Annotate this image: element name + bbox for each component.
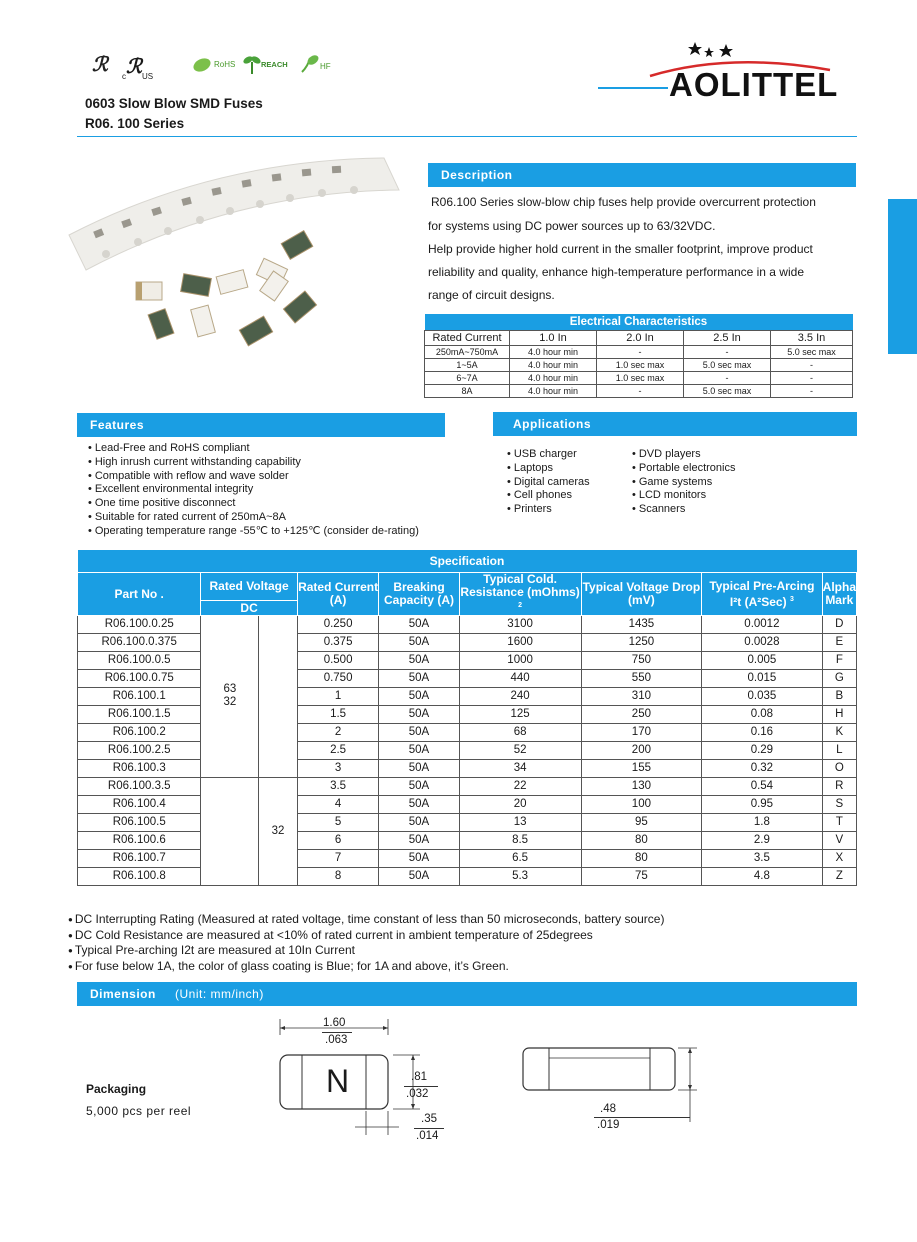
application-item: • DVD players <box>632 448 735 462</box>
application-item: • USB charger <box>507 448 590 462</box>
spec-header-dc: DC <box>201 601 297 616</box>
electrical-cell: - <box>684 372 771 385</box>
spec-cell: 4 <box>297 796 379 814</box>
table-row <box>78 832 857 850</box>
spec-cell: 5 <box>297 814 379 832</box>
packaging-label: Packaging <box>86 1082 147 1096</box>
spec-cell: 0.29 <box>702 742 823 760</box>
spec-cell: 440 <box>459 670 581 688</box>
width-in: .032 <box>406 1088 429 1100</box>
electrical-cell: 4.0 hour min <box>510 385 597 398</box>
spec-header-resistance-label: Typical Cold. Resistance (mOhms) <box>460 572 580 599</box>
part-number-cell: R06.100.8 <box>78 868 201 886</box>
spec-cell: 0.750 <box>297 670 379 688</box>
alpha-mark-cell: T <box>822 814 856 832</box>
terminal-fraction-line <box>414 1128 444 1129</box>
spec-cell: 95 <box>581 814 701 832</box>
spec-cell: 200 <box>581 742 701 760</box>
part-number-cell: R06.100.4 <box>78 796 201 814</box>
spec-cell: 1.5 <box>297 706 379 724</box>
spec-cell: 50A <box>379 832 459 850</box>
spec-cell: 6 <box>297 832 379 850</box>
spec-header-current: Rated Current (A) <box>297 573 379 616</box>
description-line-2: for systems using DC power sources up to 63/32VDC. <box>428 219 716 233</box>
description-line-4: reliability and quality, enhance high-temperature performance in a wide <box>428 265 804 279</box>
specification-caption: Specification <box>78 550 857 573</box>
spec-cell: 0.08 <box>702 706 823 724</box>
spec-cell: 20 <box>459 796 581 814</box>
spec-cell: 1435 <box>581 616 701 634</box>
application-item: • Laptops <box>507 462 590 476</box>
part-number-cell: R06.100.1 <box>78 688 201 706</box>
electrical-cell: 8A <box>425 385 510 398</box>
spec-header-resistance-sup: 2 <box>518 602 523 609</box>
spec-cell: 50A <box>379 688 459 706</box>
feature-item: • Operating temperature range -55℃ to +125℃ (consider de-rating) <box>88 525 419 539</box>
spec-cell: 3.5 <box>702 850 823 868</box>
electrical-header-cell: Rated Current <box>425 331 510 346</box>
voltage-cell: 32 <box>259 778 297 886</box>
electrical-header-row <box>425 331 853 346</box>
spec-cell: 0.16 <box>702 724 823 742</box>
electrical-cell: - <box>684 346 771 359</box>
alpha-mark-cell: B <box>822 688 856 706</box>
part-number-cell: R06.100.0.75 <box>78 670 201 688</box>
table-row <box>78 796 857 814</box>
note-2: ● DC Cold Resistance are measured at <10% of rated current in ambient temperature of 25degrees <box>68 928 664 944</box>
title-rule <box>77 136 857 137</box>
spec-cell: 0.500 <box>297 652 379 670</box>
product-photo <box>64 150 404 360</box>
alpha-mark-cell: F <box>822 652 856 670</box>
voltage-cell <box>201 616 259 778</box>
ul-logo: ℛ <box>92 54 108 76</box>
application-item: • Digital cameras <box>507 476 590 490</box>
spec-cell: 0.250 <box>297 616 379 634</box>
spec-cell: 100 <box>581 796 701 814</box>
feature-item: • Excellent environmental integrity <box>88 483 419 497</box>
spec-cell: 50A <box>379 778 459 796</box>
electrical-header-cell: 2.5 In <box>684 331 771 346</box>
part-number-cell: R06.100.3 <box>78 760 201 778</box>
spec-cell: 155 <box>581 760 701 778</box>
table-row <box>78 760 857 778</box>
spec-cell: 50A <box>379 652 459 670</box>
terminal-in: .014 <box>416 1130 439 1142</box>
part-number-cell: R06.100.0.375 <box>78 634 201 652</box>
length-mm: 1.60 <box>323 1017 346 1029</box>
cert-us: US <box>141 72 154 81</box>
electrical-cell: 5.0 sec max <box>684 385 771 398</box>
spec-header-drop: Typical Voltage Drop (mV) <box>581 573 701 616</box>
hf-leaf-icon <box>298 52 320 76</box>
alpha-mark-cell: L <box>822 742 856 760</box>
table-row <box>78 814 857 832</box>
spec-header-arcing-sup: 3 <box>789 595 794 603</box>
feature-item: • One time positive disconnect <box>88 497 419 511</box>
alpha-mark-cell: Z <box>822 868 856 886</box>
application-item: • Game systems <box>632 476 735 490</box>
alpha-mark-cell: R <box>822 778 856 796</box>
part-number-cell: R06.100.3.5 <box>78 778 201 796</box>
features-list <box>88 442 419 539</box>
spec-cell: 0.95 <box>702 796 823 814</box>
height-mm: .48 <box>600 1103 616 1115</box>
spec-cell: 3 <box>297 760 379 778</box>
spec-cell: 8 <box>297 868 379 886</box>
alpha-mark-cell: O <box>822 760 856 778</box>
alpha-mark-cell: V <box>822 832 856 850</box>
spec-cell: 0.54 <box>702 778 823 796</box>
notes <box>68 912 664 974</box>
chip-marking: N <box>326 1063 350 1099</box>
electrical-row <box>425 372 853 385</box>
alpha-mark-cell: K <box>822 724 856 742</box>
application-item: • Printers <box>507 503 590 517</box>
alpha-mark-cell: X <box>822 850 856 868</box>
series-title: R06. 100 Series <box>85 116 185 131</box>
spec-cell: 50A <box>379 814 459 832</box>
electrical-cell: 4.0 hour min <box>510 359 597 372</box>
reach-plant-icon <box>242 52 262 76</box>
hf-label: HF <box>320 62 331 71</box>
spec-cell: 50A <box>379 706 459 724</box>
spec-cell: 13 <box>459 814 581 832</box>
description-line-3: Help provide higher hold current in the smaller footprint, improve product <box>428 242 813 256</box>
voltage-cell-blank <box>201 778 259 886</box>
spec-cell: 80 <box>581 850 701 868</box>
spec-cell: 250 <box>581 706 701 724</box>
applications-list-1 <box>507 448 590 517</box>
specification-table <box>77 550 857 886</box>
width-fraction-line <box>404 1086 438 1087</box>
electrical-row <box>425 385 853 398</box>
electrical-cell: 1~5A <box>425 359 510 372</box>
spec-cell: 2.9 <box>702 832 823 850</box>
application-item: • Portable electronics <box>632 462 735 476</box>
spec-header-alpha: Alpha Mark <box>822 573 856 616</box>
table-row <box>78 688 857 706</box>
description-heading: Description <box>441 168 513 182</box>
electrical-cell: - <box>771 372 853 385</box>
cul-logo: $_c$ℛ$_{US}$ <box>122 56 154 81</box>
feature-item: • High inrush current withstanding capability <box>88 456 419 470</box>
note-1: ● DC Interrupting Rating (Measured at rated voltage, time constant of less than 50 microseconds, battery source) <box>68 912 664 928</box>
spec-cell: 50A <box>379 868 459 886</box>
part-number-cell: R06.100.0.5 <box>78 652 201 670</box>
electrical-row <box>425 359 853 372</box>
electrical-cell: - <box>771 385 853 398</box>
spec-cell: 550 <box>581 670 701 688</box>
spec-cell: 750 <box>581 652 701 670</box>
header-rule <box>598 87 668 89</box>
spec-cell: 50A <box>379 850 459 868</box>
electrical-cell: 4.0 hour min <box>510 372 597 385</box>
spec-cell: 2 <box>297 724 379 742</box>
alpha-mark-cell: S <box>822 796 856 814</box>
spec-cell: 4.8 <box>702 868 823 886</box>
terminal-mm: .35 <box>421 1113 437 1125</box>
electrical-cell: 6~7A <box>425 372 510 385</box>
cert-c: c <box>122 72 126 81</box>
electrical-cell: 250mA~750mA <box>425 346 510 359</box>
electrical-cell: 4.0 hour min <box>510 346 597 359</box>
application-item: • Scanners <box>632 503 735 517</box>
description-header <box>428 163 856 187</box>
table-row <box>78 742 857 760</box>
applications-heading: Applications <box>513 417 592 431</box>
side-tab <box>888 199 917 354</box>
table-row <box>78 778 857 796</box>
electrical-cell: 5.0 sec max <box>684 359 771 372</box>
spec-cell: 310 <box>581 688 701 706</box>
electrical-cell: 1.0 sec max <box>597 359 684 372</box>
table-row <box>78 670 857 688</box>
reach-label: REACH <box>261 60 288 69</box>
application-item: • LCD monitors <box>632 489 735 503</box>
length-in: .063 <box>325 1034 348 1046</box>
table-row <box>78 850 857 868</box>
brand-logo <box>640 38 850 102</box>
features-header <box>77 413 445 437</box>
part-number-cell: R06.100.0.25 <box>78 616 201 634</box>
dimension-heading: Dimension <box>90 987 156 1001</box>
alpha-mark-cell: G <box>822 670 856 688</box>
spec-cell: 8.5 <box>459 832 581 850</box>
electrical-caption: Electrical Characteristics <box>425 314 853 331</box>
spec-cell: 0.32 <box>702 760 823 778</box>
electrical-header-cell: 1.0 In <box>510 331 597 346</box>
part-number-cell: R06.100.6 <box>78 832 201 850</box>
spec-cell: 0.005 <box>702 652 823 670</box>
spec-cell: 3100 <box>459 616 581 634</box>
page-title: 0603 Slow Blow SMD Fuses <box>85 96 263 111</box>
feature-item: • Compatible with reflow and wave solder <box>88 470 419 484</box>
spec-header-breaking: Breaking Capacity (A) <box>379 573 459 616</box>
voltage-cell-blank <box>259 616 297 778</box>
electrical-header-cell: 2.0 In <box>597 331 684 346</box>
description-line-1: R06.100 Series slow-blow chip fuses help provide overcurrent protection <box>431 195 816 209</box>
electrical-row <box>425 346 853 359</box>
part-number-cell: R06.100.1.5 <box>78 706 201 724</box>
spec-header-arcing <box>702 573 823 616</box>
spec-cell: 240 <box>459 688 581 706</box>
features-heading: Features <box>90 418 145 432</box>
electrical-cell: 5.0 sec max <box>771 346 853 359</box>
rohs-badge <box>192 54 238 76</box>
spec-cell: 1000 <box>459 652 581 670</box>
electrical-cell: 1.0 sec max <box>597 372 684 385</box>
spec-cell: 75 <box>581 868 701 886</box>
spec-cell: 125 <box>459 706 581 724</box>
spec-cell: 50A <box>379 670 459 688</box>
rohs-label: RoHS <box>214 60 236 69</box>
table-row <box>78 634 857 652</box>
part-number-cell: R06.100.7 <box>78 850 201 868</box>
width-mm: .81 <box>411 1071 427 1083</box>
brand-name: AOLITTEL <box>669 66 839 103</box>
spec-cell: 0.015 <box>702 670 823 688</box>
spec-cell: 50A <box>379 724 459 742</box>
spec-cell: 50A <box>379 634 459 652</box>
height-fraction-line <box>594 1117 690 1118</box>
applications-list-2 <box>632 448 735 517</box>
height-in: .019 <box>597 1119 620 1131</box>
packaging-value: 5,000 pcs per reel <box>86 1104 192 1118</box>
spec-cell: 170 <box>581 724 701 742</box>
part-number-cell: R06.100.5 <box>78 814 201 832</box>
spec-cell: 22 <box>459 778 581 796</box>
part-number-cell: R06.100.2 <box>78 724 201 742</box>
dimension-unit: (Unit: mm/inch) <box>175 987 264 1001</box>
spec-cell: 7 <box>297 850 379 868</box>
spec-header-voltage: Rated Voltage <box>201 573 297 601</box>
applications-header <box>493 412 857 436</box>
electrical-cell: - <box>597 385 684 398</box>
spec-cell: 5.3 <box>459 868 581 886</box>
spec-cell: 6.5 <box>459 850 581 868</box>
table-row <box>78 616 857 634</box>
spec-cell: 3.5 <box>297 778 379 796</box>
spec-cell: 52 <box>459 742 581 760</box>
spec-cell: 0.375 <box>297 634 379 652</box>
table-row <box>78 652 857 670</box>
table-row <box>78 868 857 886</box>
table-row <box>78 706 857 724</box>
spec-cell: 1.8 <box>702 814 823 832</box>
spec-cell: 50A <box>379 616 459 634</box>
reach-badge <box>242 52 292 76</box>
spec-cell: 2.5 <box>297 742 379 760</box>
spec-cell: 1600 <box>459 634 581 652</box>
feature-item: • Suitable for rated current of 250mA~8A <box>88 511 419 525</box>
electrical-cell: - <box>597 346 684 359</box>
alpha-mark-cell: D <box>822 616 856 634</box>
spec-cell: 0.0012 <box>702 616 823 634</box>
spec-cell: 0.0028 <box>702 634 823 652</box>
electrical-header-cell: 3.5 In <box>771 331 853 346</box>
spec-cell: 50A <box>379 796 459 814</box>
feature-item: • Lead-Free and RoHS compliant <box>88 442 419 456</box>
length-fraction-line <box>322 1032 352 1033</box>
note-3: ● Typical Pre-arching I2t are measured at 10In Current <box>68 943 664 959</box>
spec-cell: 50A <box>379 760 459 778</box>
spec-cell: 80 <box>581 832 701 850</box>
alpha-mark-cell: E <box>822 634 856 652</box>
spec-cell: 50A <box>379 742 459 760</box>
spec-cell: 130 <box>581 778 701 796</box>
spec-header-resistance <box>459 573 581 616</box>
spec-cell: 68 <box>459 724 581 742</box>
spec-cell: 1250 <box>581 634 701 652</box>
hf-badge <box>298 52 334 76</box>
alpha-mark-cell: H <box>822 706 856 724</box>
electrical-table <box>424 314 853 398</box>
spec-header-arcing-label: Typical Pre-Arcing I²t (A²Sec) <box>709 578 815 609</box>
spec-cell: 1 <box>297 688 379 706</box>
description-line-5: range of circuit designs. <box>428 288 555 302</box>
voltage-value: 63 32 <box>223 682 237 708</box>
application-item: • Cell phones <box>507 489 590 503</box>
dimension-header <box>77 982 857 1006</box>
part-number-cell: R06.100.2.5 <box>78 742 201 760</box>
spec-cell: 34 <box>459 760 581 778</box>
fuse-chips <box>136 231 317 346</box>
electrical-cell: - <box>771 359 853 372</box>
note-4: ● For fuse below 1A, the color of glass coating is Blue; for 1A and above, it’s Green. <box>68 959 664 975</box>
table-row <box>78 724 857 742</box>
spec-header-part: Part No . <box>78 573 201 616</box>
spec-cell: 0.035 <box>702 688 823 706</box>
